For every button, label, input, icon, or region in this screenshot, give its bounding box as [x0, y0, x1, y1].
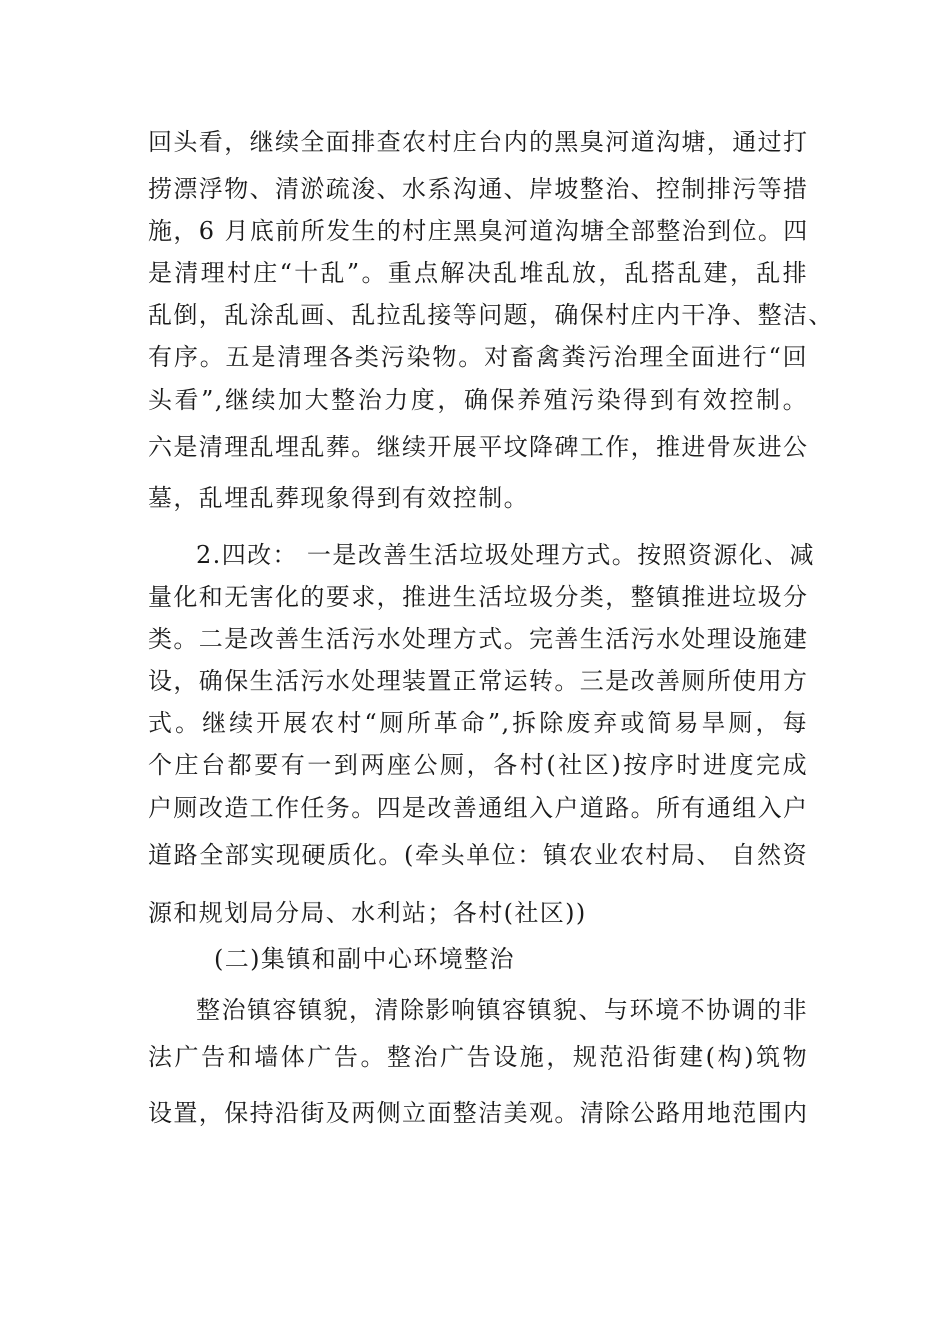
- text-line: 墓，乱埋乱葬现象得到有效控制。: [148, 484, 529, 512]
- text-line: 源和规划局分局、水利站；各村(社区)): [148, 899, 587, 927]
- text-line: 2.四改： 一是改善生活垃圾处理方式。按照资源化、减: [196, 541, 815, 569]
- text-line: 捞漂浮物、清淤疏浚、水系沟通、岸坡整治、控制排污等措: [148, 175, 809, 203]
- text-line: 道路全部实现硬质化。(牵头单位：镇农业农村局、 自然资: [148, 841, 808, 869]
- text-line: 回头看，继续全面排查农村庄台内的黑臭河道沟塘，通过打: [148, 128, 809, 156]
- text-line: 法广告和墙体广告。整治广告设施，规范沿街建(构)筑物: [148, 1043, 808, 1071]
- text-line: 类。二是改善生活污水处理方式。完善生活污水处理设施建: [148, 625, 809, 653]
- text-line: 式。继续开展农村“厕所革命”,拆除废弃或简易旱厕，每: [148, 709, 808, 737]
- text-line: 头看”,继续加大整治力度，确保养殖污染得到有效控制。: [148, 386, 808, 414]
- text-line: 六是清理乱埋乱葬。继续开展平坟降碑工作，推进骨灰进公: [148, 433, 809, 461]
- text-line: 设置，保持沿街及两侧立面整洁美观。清除公路用地范围内: [148, 1099, 809, 1127]
- text-line: 有序。五是清理各类污染物。对畜禽粪污治理全面进行“回: [148, 343, 808, 371]
- text-line: 个庄台都要有一到两座公厕，各村(社区)按序时进度完成: [148, 751, 808, 779]
- section-heading: (二)集镇和副中心环境整治: [214, 945, 515, 973]
- text-line: 整治镇容镇貌，清除影响镇容镇貌、与环境不协调的非: [196, 996, 808, 1024]
- text-line: 量化和无害化的要求，推进生活垃圾分类，整镇推进垃圾分: [148, 583, 809, 611]
- text-line: 施，6 月底前所发生的村庄黑臭河道沟塘全部整治到位。四: [148, 217, 809, 245]
- text-line: 是清理村庄“十乱”。重点解决乱堆乱放，乱搭乱建，乱排: [148, 259, 808, 287]
- text-line: 户厕改造工作任务。四是改善通组入户道路。所有通组入户: [148, 794, 809, 822]
- text-line: 乱倒，乱涂乱画、乱拉乱接等问题，确保村庄内干净、整洁、: [148, 301, 834, 329]
- text-line: 设，确保生活污水处理装置正常运转。三是改善厕所使用方: [148, 667, 809, 695]
